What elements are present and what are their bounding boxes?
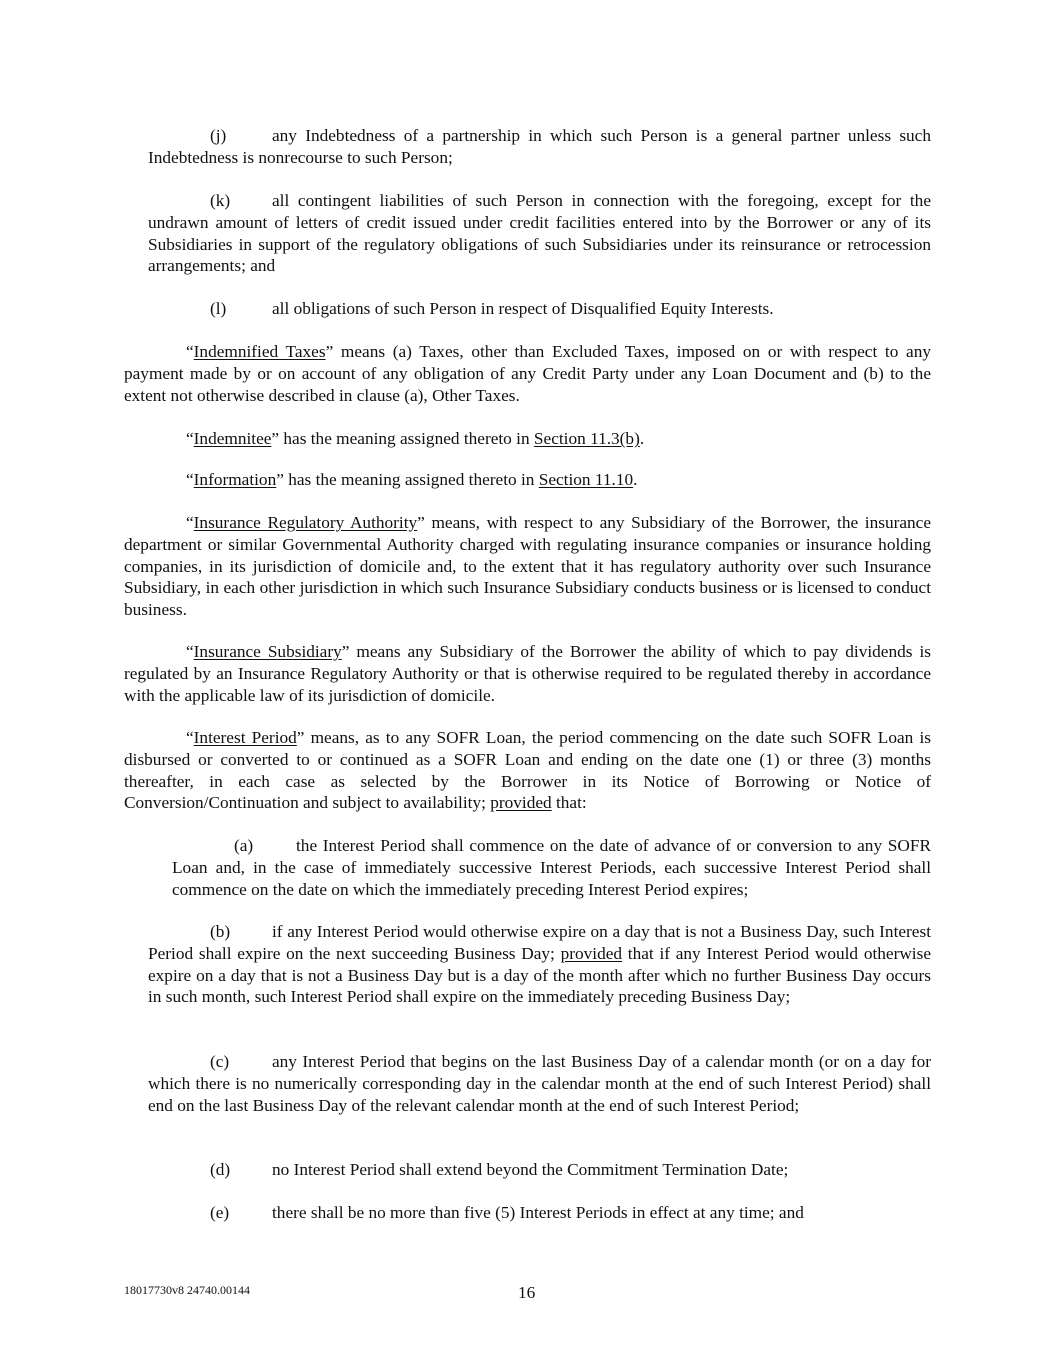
clause-text-cont: that if any Interest Period would otherwise expire on a day that is not a Business Day but is a day of the month after which no further Business Day occurs in such month, such Interest Period shall expire on the immediately preceding Business Day; xyxy=(148,943,932,1007)
clause-label: (j) xyxy=(210,126,227,145)
open-quote: “ xyxy=(186,728,194,747)
interest-clause-c xyxy=(148,1051,931,1116)
definition-insurance-regulatory-authority xyxy=(124,512,931,621)
clause-label: (k) xyxy=(210,191,231,210)
interest-clause-a xyxy=(172,835,931,900)
open-quote: “ xyxy=(186,513,194,532)
section-reference: Section 11.3(b) xyxy=(533,429,640,448)
interest-clause-e xyxy=(148,1202,931,1224)
definition-text: ” means (a) Taxes, other than Excluded Taxes, imposed on or with respect to any payment made by or on account of any obligation of any Credit Party under any Loan Document and (b) to the extent not otherwise described in clause (a), Other Taxes. xyxy=(124,342,931,405)
clause-text: no Interest Period shall extend beyond the Commitment Termination Date; xyxy=(272,1160,789,1179)
clause-label: (b) xyxy=(210,922,231,941)
clause-text: any Indebtedness of a partnership in which such Person is a general partner unless such Indebtedness is nonrecourse to such Person; xyxy=(148,126,931,167)
definition-insurance-subsidiary xyxy=(124,641,931,706)
clause-label: (l) xyxy=(210,299,227,318)
defined-term: Indemnified Taxes xyxy=(193,342,326,361)
open-quote: “ xyxy=(186,642,194,661)
open-quote: “ xyxy=(186,342,194,361)
definition-text-end: that: xyxy=(551,793,587,813)
definition-text: ” means, with respect to any Subsidiary of the Borrower, the insurance department or similar Governmental Authority charged with regulating insurance companies or insurance holding companies, in its jurisdiction of domicile and, to the extent that it has regulatory authority over such Insurance Subsidiary, in each other jurisdiction in which such Insurance Subsidiary conducts business or is licensed to conduct business. xyxy=(124,513,931,620)
clause-label: (c) xyxy=(210,1052,230,1071)
open-quote: “ xyxy=(186,429,194,448)
definition-indemnitee xyxy=(124,428,931,450)
proviso-term: provided xyxy=(560,943,623,963)
clause-j xyxy=(148,125,931,169)
section-reference: Section 11.10 xyxy=(538,470,634,489)
defined-term: Information xyxy=(193,470,277,489)
interest-clause-b xyxy=(148,921,931,1008)
definition-interest-period xyxy=(124,727,931,814)
interest-clause-d xyxy=(148,1159,931,1181)
clause-k xyxy=(148,190,931,277)
period: . xyxy=(633,470,638,489)
clause-l xyxy=(148,298,931,320)
open-quote: “ xyxy=(186,470,194,489)
definition-information xyxy=(124,469,931,491)
clause-text: any Interest Period that begins on the last Business Day of a calendar month (or on a day for which there is no numerically corresponding day in the calendar month at the end of such Interest Period) shall end on the last Business Day of the relevant calendar month at the end of such Interest Period; xyxy=(148,1052,931,1115)
definition-text: ” means, as to any SOFR Loan, the period commencing on the date such SOFR Loan is disbursed or converted to or continued as a SOFR Loan and ending on the date one (1) or three (3) months thereafter, in each case as selected by the Borrower in its Notice of Borrowing or Notice of Conversion/Continuation and subject to availability; xyxy=(124,728,931,813)
defined-term: Interest Period xyxy=(193,728,297,747)
page-number: 16 xyxy=(518,1283,536,1302)
clause-text: all contingent liabilities of such Person in connection with the foregoing, except for the undrawn amount of letters of credit issued under credit facilities entered into by the Borrower or any of its Subsidiaries in support of the regulatory obligations of such Subsidiaries under its reinsurance or retrocession arrangements; and xyxy=(148,191,931,276)
definition-text: ” has the meaning assigned thereto in xyxy=(271,429,534,448)
clause-text: the Interest Period shall commence on the date of advance of or conversion to any SOFR Loan and, in the case of immediately successive Interest Periods, each successive Interest Period shall commence on the date on which the immediately preceding Interest Period expires; xyxy=(172,836,931,899)
defined-term: Insurance Regulatory Authority xyxy=(193,513,418,532)
defined-term: Insurance Subsidiary xyxy=(193,642,342,661)
defined-term: Indemnitee xyxy=(193,429,272,448)
clause-label: (e) xyxy=(210,1203,230,1222)
clause-text: if any Interest Period would otherwise expire on a day that is not a Business Day, such Interest Period shall expire on the next succeeding Business Day; xyxy=(148,922,931,963)
period: . xyxy=(639,429,645,448)
document-id: 18017730v8 24740.00144 xyxy=(124,1283,250,1297)
clause-label: (a) xyxy=(234,836,254,855)
clause-text: all obligations of such Person in respect of Disqualified Equity Interests. xyxy=(272,299,774,318)
definition-text: ” means any Subsidiary of the Borrower the ability of which to pay dividends is regulated by an Insurance Regulatory Authority or that is otherwise required to be regulated thereby in accordance with the applicable law of its jurisdiction of domicile. xyxy=(124,642,931,705)
proviso-term: provided xyxy=(490,793,552,813)
definition-text: ” has the meaning assigned thereto in xyxy=(276,470,539,489)
clause-text: there shall be no more than five (5) Interest Periods in effect at any time; and xyxy=(272,1203,804,1222)
clause-label: (d) xyxy=(210,1160,231,1179)
definition-indemnified-taxes xyxy=(124,341,931,406)
